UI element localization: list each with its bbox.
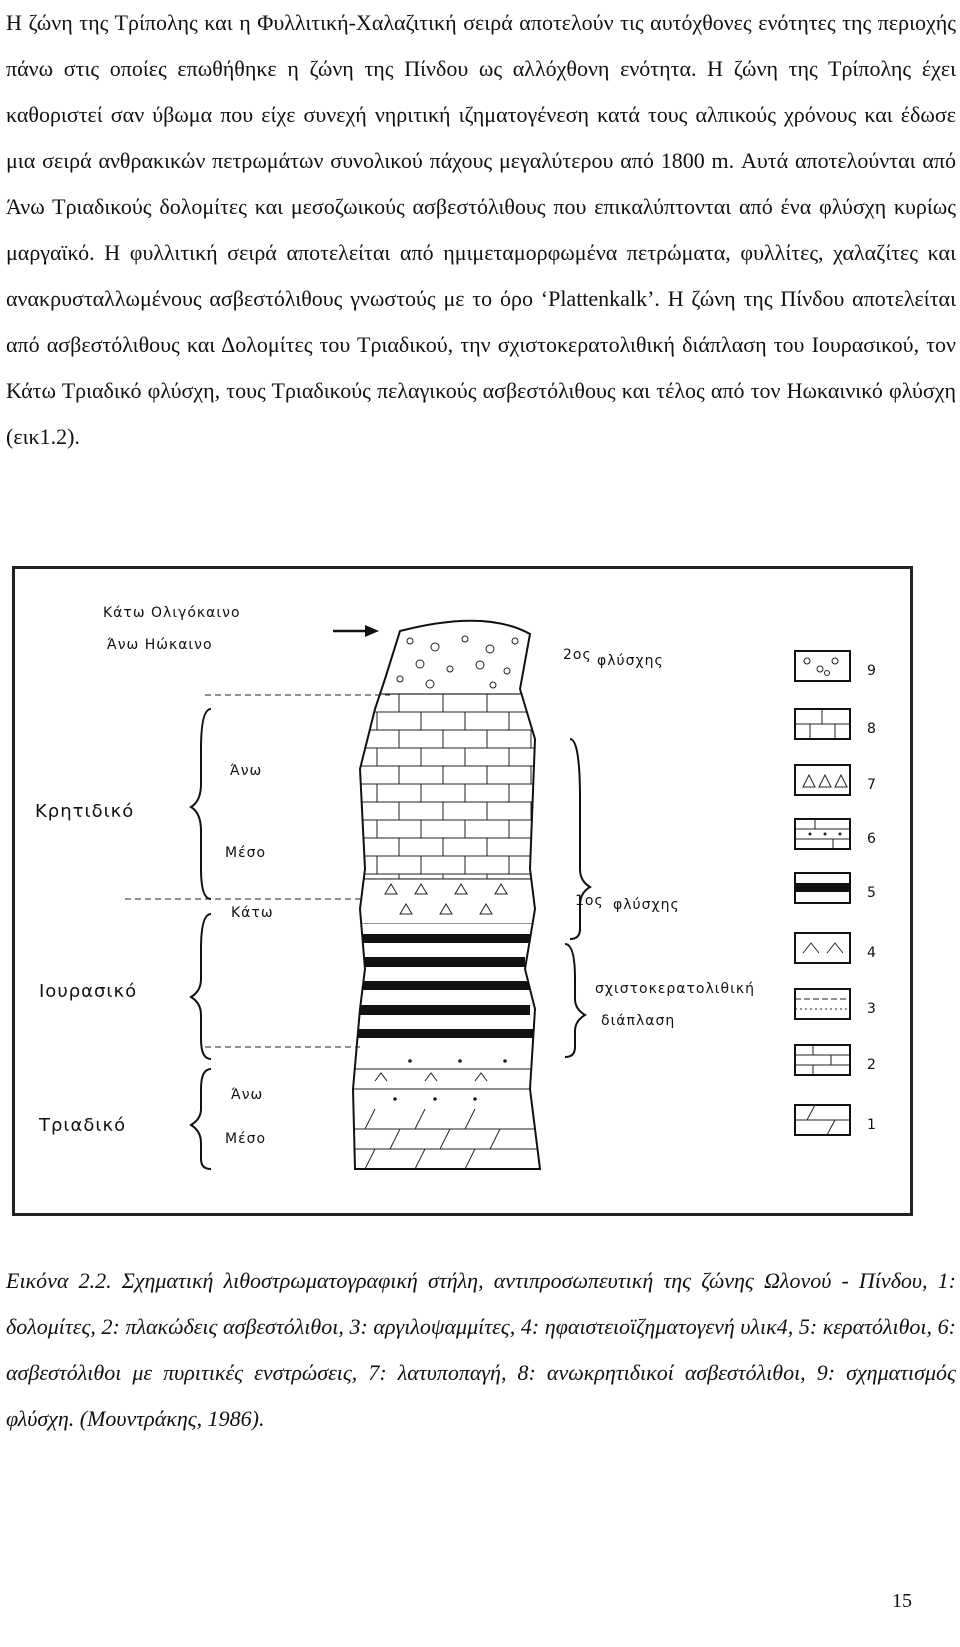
period-boundaries (125, 695, 390, 1047)
sub-cret-middle: Μέσο (225, 845, 267, 861)
legend-number: 4 (867, 945, 877, 961)
flysch1-label: φλύσχης (613, 897, 680, 913)
legend-number: 8 (867, 721, 877, 737)
sub-cret-upper: Άνω (230, 763, 263, 779)
top-label-eocene: Άνω Ηώκαινο (107, 637, 213, 653)
legend-number: 3 (867, 1001, 877, 1017)
page-number: 15 (892, 1590, 912, 1612)
flysch2-label: φλύσχης (597, 653, 664, 669)
legend-number: 1 (867, 1117, 877, 1133)
body-paragraph: Η ζώνη της Τρίπολης και η Φυλλιτική-Χαλαζιτική σειρά αποτελούν τις αυτόχθονες ενότητες της περιοχής πάνω στις οποίες επωθήθηκε η ζώνη της Πίνδου ως αλλόχθονη ενότητα. Η ζώνη της Τρίπολης έχει καθοριστεί σαν ύβωμα που είχε συνεχή νηριτική ιζηματογένεση κατά τους αλπικούς χρόνους και έδωσε μια σειρά ανθρακικών πετρωμάτων συνολικού πάχους μεγαλύτερου από 1800 m. Αυτά αποτελούνται από Άνω Τριαδικούς δολομίτες και μεσοζωικούς ασβεστόλιθους που επικαλύπτονται από ένα φλύσχη κυρίως μαργαϊκό. Η φυλλιτική σειρά αποτελείται από ημιμεταμορφωμένα πετρώματα, φυλλίτες, χαλαζίτες και ανακρυσταλλωμένους ασβεστόλιθους γνωστούς με το όρο ‘Plattenkalk’. Η ζώνη της Πίνδου αποτελείται από ασβεστόλιθους και Δολομίτες του Τριαδικού, την σχιστοκερατολιθική διάπλαση του Ιουρασικού, τον Κάτω Τριαδικό φλύσχη, τους Τριαδικούς πελαγικούς ασβεστόλιθους και τέλος από τον Ηωκαινικό φλύσχη (εικ1.2). (6, 10, 956, 449)
flysch2-superscript: 2ος (563, 647, 592, 663)
column-layers (345, 609, 545, 1169)
flysch1-superscript: 1ος (575, 893, 604, 909)
radiolarite-label-1: σχιστοκερατολιθική (595, 981, 755, 997)
legend (795, 651, 877, 1135)
legend-number: 5 (867, 885, 877, 901)
legend-number: 6 (867, 831, 877, 847)
period-triassic: Τριαδικό (39, 1115, 127, 1136)
period-jurassic: Ιουρασικό (39, 981, 138, 1002)
stratigraphic-column-drawing (15, 569, 910, 1213)
sub-cret-lower: Κάτω (231, 905, 274, 921)
period-cretaceous: Κρητιδικό (35, 801, 135, 822)
arrow-head (365, 625, 379, 637)
radiolarite-label-2: διάπλαση (601, 1013, 676, 1029)
stratigraphic-column-figure (12, 566, 913, 1216)
legend-number: 2 (867, 1057, 877, 1073)
top-label-oligocene: Κάτω Ολιγόκαινο (103, 605, 241, 621)
sub-tri-middle: Μέσο (225, 1131, 267, 1147)
legend-number: 9 (867, 663, 877, 679)
body-paragraph-block (6, 0, 956, 460)
figure-caption: Εικόνα 2.2. Σχηματική λιθοστρωματογραφική στήλη, αντιπροσωπευτική της ζώνης Ωλονού - Πίνδου, 1: δολομίτες, 2: πλακώδεις ασβεστόλιθοι, 3: αργιλοψαμμίτες, 4: ηφαιστειοϊζηματογενή υλικ4, 5: κερατόλιθοι, 6: ασβεστόλιθοι με πυριτικές ενστρώσεις, 7: λατυποπαγή, 8: ανωκρητιδικοί ασβεστόλιθοι, 9: σχηματισμός φλύσχη. (Μουντράκης, 1986). (6, 1268, 956, 1431)
sub-tri-upper: Άνω (231, 1087, 264, 1103)
legend-number: 7 (867, 777, 877, 793)
